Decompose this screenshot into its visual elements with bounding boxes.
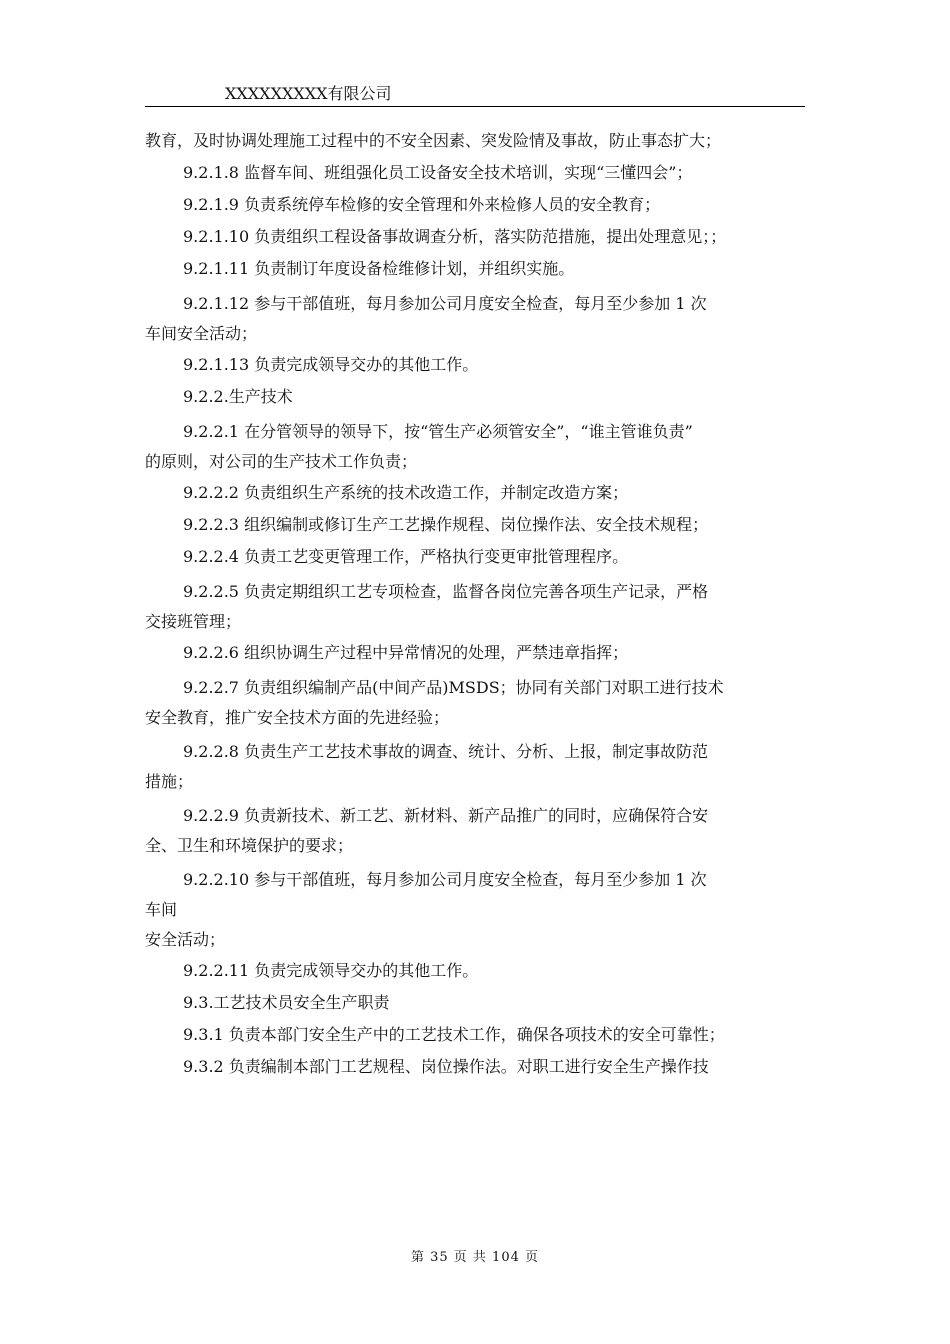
paragraph-line: 9.3.1 负责本部门安全生产中的工艺技术工作，确保各项技术的安全可靠性； <box>183 1025 725 1044</box>
paragraph-line: 9.2.2.10 参与干部值班，每月参加公司月度安全检查，每月至少参加 1 次 <box>183 870 707 889</box>
page-number: 第 35 页 共 104 页 <box>410 1250 540 1265</box>
paragraph-line: 的原则，对公司的生产技术工作负责； <box>145 452 418 471</box>
paragraph-line: 9.2.2.5 负责定期组织工艺专项检查，监督各岗位完善各项生产记录，严格 <box>183 582 709 601</box>
paragraph-line: 9.2.2.7 负责组织编制产品(中间产品)MSDS；协同有关部门对职工进行技术 <box>183 678 724 697</box>
paragraph-line: 教育，及时协调处理施工过程中的不安全因素、突发险情及事故，防止事态扩大； <box>145 131 722 150</box>
paragraph-line: 9.3.2 负责编制本部门工艺规程、岗位操作法。对职工进行安全生产操作技 <box>183 1057 709 1076</box>
paragraph-line: 9.2.2.2 负责组织生产系统的技术改造工作，并制定改造方案； <box>183 483 629 502</box>
paragraph-line: 安全教育，推广安全技术方面的先进经验； <box>145 708 450 727</box>
paragraph-line: 9.2.1.10 负责组织工程设备事故调查分析，落实防范措施，提出处理意见；； <box>183 227 727 246</box>
page-header <box>145 84 805 107</box>
paragraph-line: 安全活动； <box>145 930 226 949</box>
paragraph-line: 9.2.2.9 负责新技术、新工艺、新材料、新产品推广的同时，应确保符合安 <box>183 806 709 825</box>
paragraph-line: 9.2.2.6 组织协调生产过程中异常情况的处理，严禁违章指挥； <box>183 643 629 662</box>
paragraph-line: 9.2.2.11 负责完成领导交办的其他工作。 <box>183 961 479 980</box>
company-name: XXXXXXXXX有限公司 <box>225 84 392 103</box>
paragraph-line: 9.2.2.8 负责生产工艺技术事故的调查、统计、分析、上报，制定事故防范 <box>183 742 709 761</box>
paragraph-line: 交接班管理； <box>145 612 242 631</box>
paragraph-line: 9.2.2.3 组织编制或修订生产工艺操作规程、岗位操作法、安全技术规程； <box>183 515 709 534</box>
paragraph-line: 9.2.2.4 负责工艺变更管理工作，严格执行变更审批管理程序。 <box>183 547 629 566</box>
paragraph-line: 9.2.1.12 参与干部值班，每月参加公司月度安全检查，每月至少参加 1 次 <box>183 294 707 313</box>
paragraph-line: 9.2.1.11 负责制订年度设备检维修计划，并组织实施。 <box>183 259 575 278</box>
section-heading: 9.3.工艺技术员安全生产职责 <box>183 993 390 1012</box>
paragraph-line: 全、卫生和环境保护的要求； <box>145 836 354 855</box>
paragraph-line: 措施； <box>145 772 194 791</box>
paragraph-line: 车间安全活动； <box>145 324 258 343</box>
document-body <box>145 125 807 1083</box>
paragraph-line: 车间 <box>145 900 178 919</box>
paragraph-line: 9.2.2.1 在分管领导的领导下，按“管生产必须管安全”，“谁主管谁负责” <box>183 422 693 441</box>
section-heading: 9.2.2.生产技术 <box>183 387 293 406</box>
paragraph-line: 9.2.1.13 负责完成领导交办的其他工作。 <box>183 355 479 374</box>
paragraph-line: 9.2.1.9 负责系统停车检修的安全管理和外来检修人员的安全教育； <box>183 195 661 214</box>
paragraph-line: 9.2.1.8 监督车间、班组强化员工设备安全技术培训，实现“三懂四会”； <box>183 163 693 182</box>
